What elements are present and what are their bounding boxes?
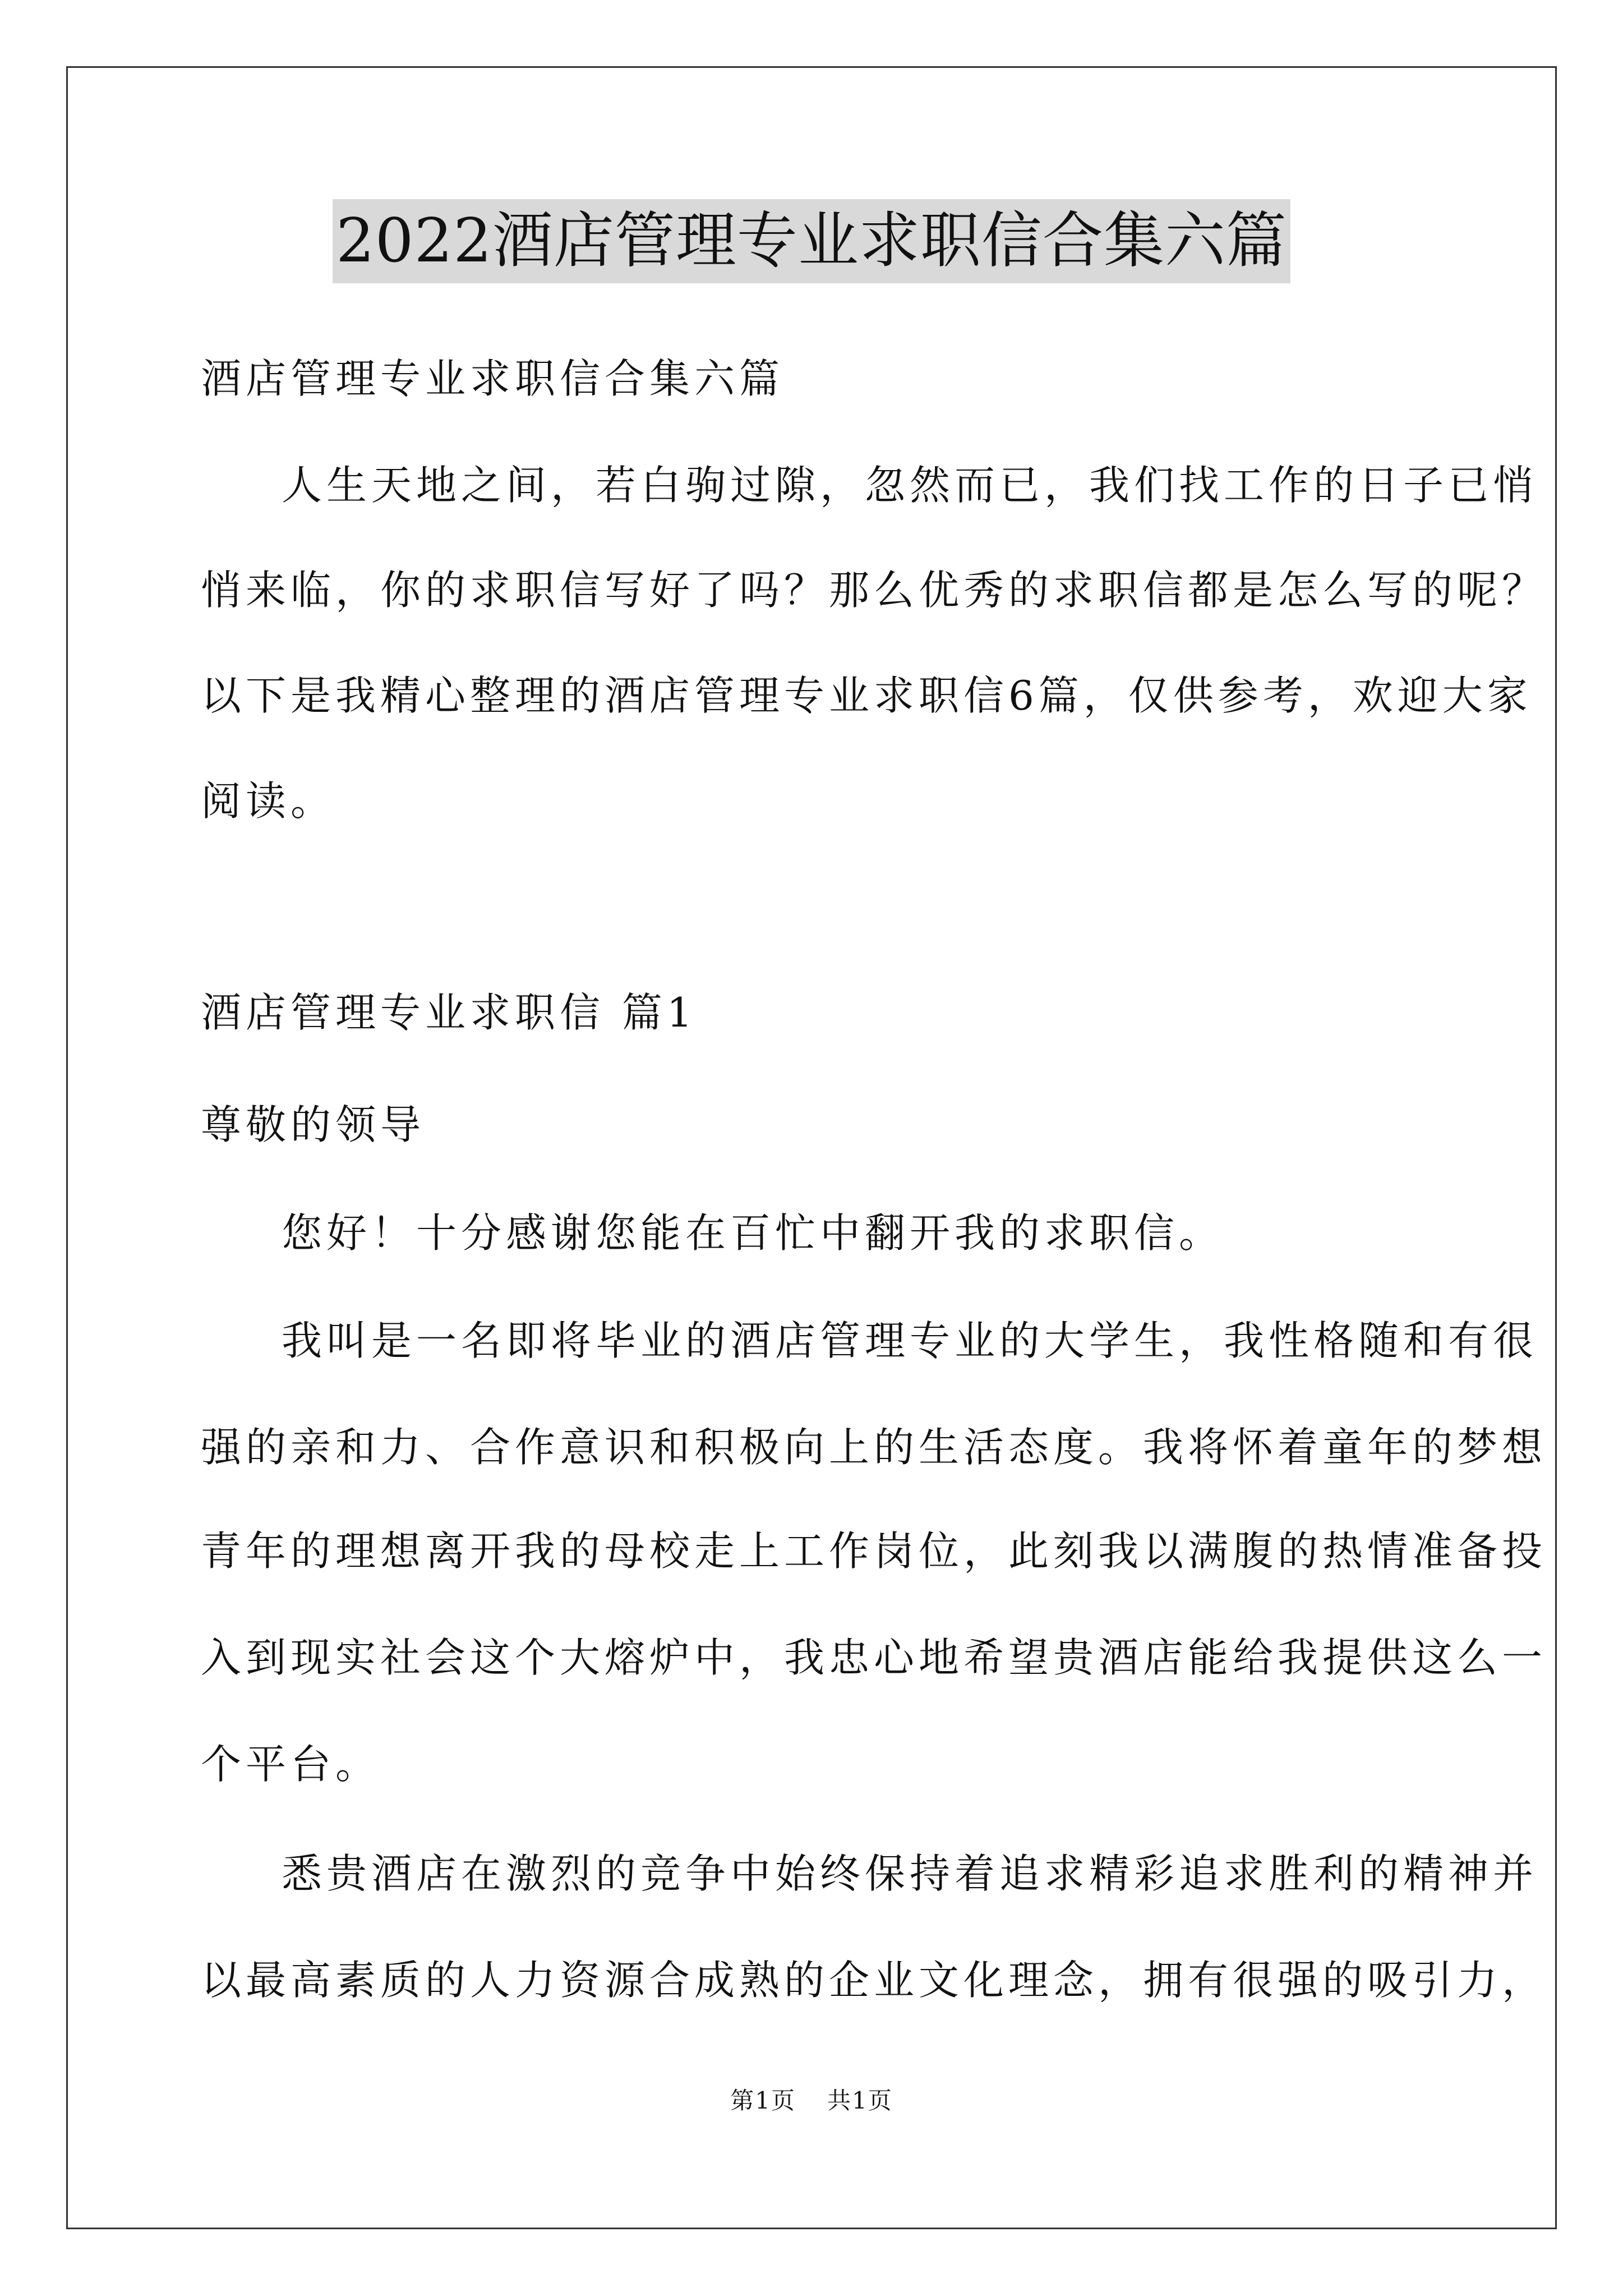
para1-line-4: 入到现实社会这个大熔炉中，我忠心地希望贵酒店能给我提供这么一 <box>201 1634 1547 1681</box>
document-title: 2022酒店管理专业求职信合集六篇 <box>333 199 1290 283</box>
page-number: 第1页 <box>730 2087 796 2114</box>
page-total: 共1页 <box>827 2087 893 2114</box>
subtitle: 酒店管理专业求职信合集六篇 <box>201 355 785 402</box>
para2-line-2: 以最高素质的人力资源合成熟的企业文化理念，拥有很强的吸引力， <box>201 1957 1547 2004</box>
intro-line-3: 以下是我精心整理的酒店管理专业求职信6篇，仅供参考，欢迎大家 <box>201 672 1532 719</box>
title-container <box>0 199 1623 283</box>
intro-line-2: 悄来临，你的求职信写好了吗？那么优秀的求职信都是怎么写的呢？ <box>201 567 1547 614</box>
page-footer <box>0 2084 1623 2118</box>
intro-line-1: 人生天地之间，若白驹过隙，忽然而已，我们找工作的日子已悄 <box>282 462 1538 509</box>
para1-line-1: 我叫是一名即将毕业的酒店管理专业的大学生，我性格随和有很 <box>282 1317 1538 1364</box>
greeting: 您好！十分感谢您能在百忙中翻开我的求职信。 <box>282 1209 1224 1257</box>
para1-line-5: 个平台。 <box>201 1741 381 1788</box>
section-heading: 酒店管理专业求职信 篇1 <box>201 989 697 1036</box>
para1-line-2: 强的亲和力、合作意识和积极向上的生活态度。我将怀着童年的梦想 <box>201 1424 1547 1471</box>
intro-line-4: 阅读。 <box>201 777 336 825</box>
para2-line-1: 悉贵酒店在激烈的竞争中始终保持着追求精彩追求胜利的精神并 <box>282 1850 1538 1897</box>
salutation: 尊敬的领导 <box>201 1101 426 1148</box>
para1-line-3: 青年的理想离开我的母校走上工作岗位，此刻我以满腹的热情准备投 <box>201 1527 1547 1575</box>
